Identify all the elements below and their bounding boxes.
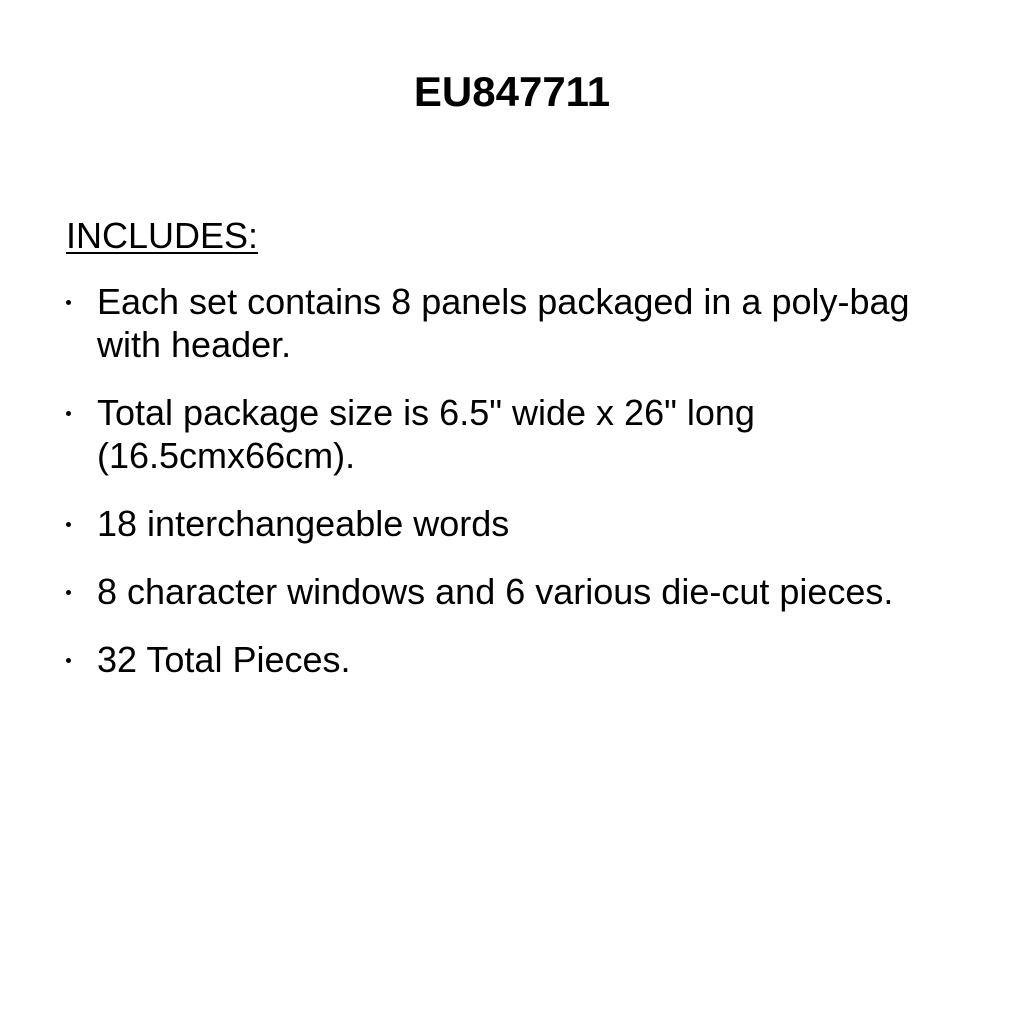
- bullet-icon: [66, 411, 71, 416]
- bullet-icon: [66, 300, 71, 305]
- list-item: [0, 280, 957, 366]
- list-item-text: Each set contains 8 panels packaged in a poly-bag with header.: [97, 281, 910, 365]
- bullet-icon: [66, 658, 71, 663]
- list-item: [0, 391, 957, 477]
- list-item: [0, 502, 957, 545]
- list-item-text: 18 interchangeable words: [97, 503, 510, 544]
- list-item-text: 8 character windows and 6 various die-cut pieces.: [97, 571, 894, 612]
- bullet-icon: [66, 522, 71, 527]
- includes-list: [0, 280, 1024, 706]
- list-item-text: Total package size is 6.5" wide x 26" long (16.5cmx66cm).: [97, 392, 755, 476]
- page-title: EU847711: [413, 68, 611, 115]
- list-item: [0, 638, 957, 681]
- list-item: [0, 570, 957, 613]
- list-item-text: 32 Total Pieces.: [97, 639, 351, 680]
- includes-heading: INCLUDES:: [66, 215, 259, 256]
- bullet-icon: [66, 590, 71, 595]
